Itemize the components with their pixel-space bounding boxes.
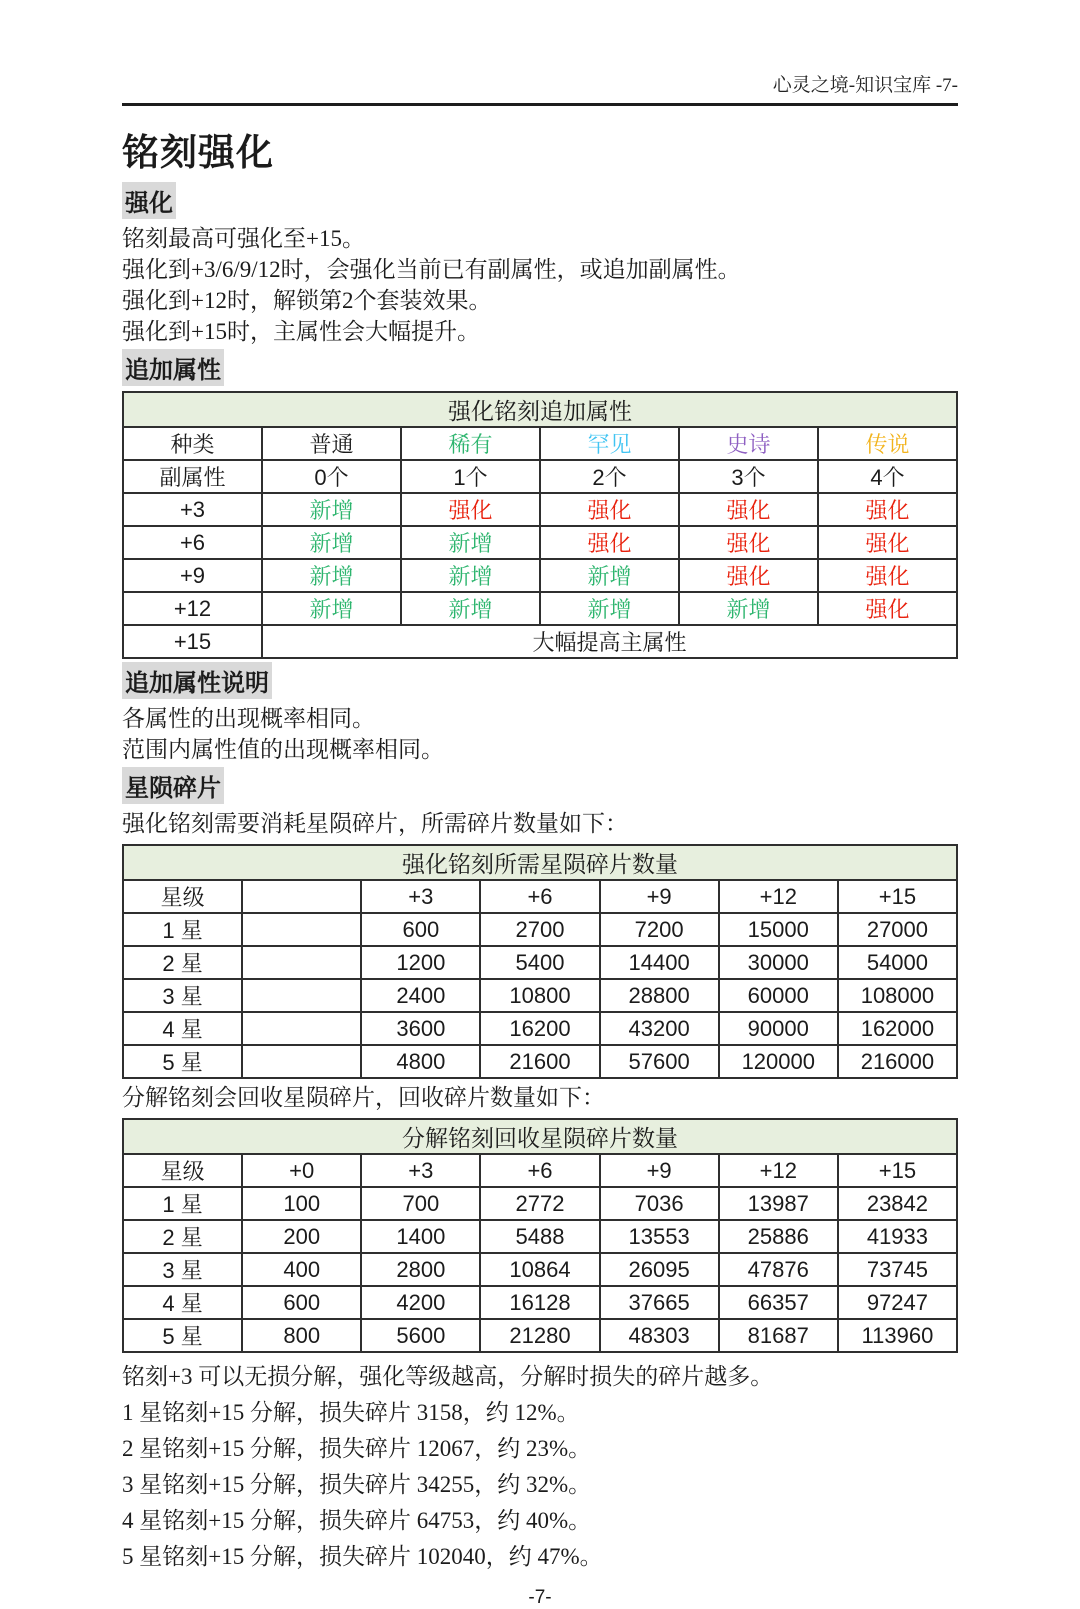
table-cell: 162000 [838,1012,957,1045]
table-row [123,946,957,979]
table-cell: 新增 [540,559,679,592]
table-cell [242,979,361,1012]
page-number: -7- [528,1587,552,1608]
table-cell: 108000 [838,979,957,1012]
table-cell: 新增 [401,592,540,625]
table-cell: +3 [361,1154,480,1187]
table-cell: 星级 [123,1154,242,1187]
table-cell: 新增 [679,592,818,625]
extra-attr-note-paragraphs [122,703,958,765]
table-cell: +12 [719,1154,838,1187]
section-shards [122,767,958,804]
table-cell: 600 [361,913,480,946]
table-cell: 强化 [818,493,957,526]
table-cell: 26095 [600,1253,719,1286]
table-cell: 5 星 [123,1045,242,1078]
table-cell: 60000 [719,979,838,1012]
table-cell: 2个 [540,460,679,493]
table-cell: +15 [838,1154,957,1187]
table-cell: 5600 [361,1319,480,1352]
table-cell: +6 [480,1154,599,1187]
text-line: 强化到+3/6/9/12时，会强化当前已有副属性，或追加副属性。 [122,257,741,282]
table-cell: 16200 [480,1012,599,1045]
table-cell: 7200 [600,913,719,946]
table-cell: 28800 [600,979,719,1012]
text-line: 5 星铭刻+15 分解，损失碎片 102040，约 47%。 [122,1544,603,1569]
table-cell: 73745 [838,1253,957,1286]
table-cell: 216000 [838,1045,957,1078]
table-cell: 强化 [401,493,540,526]
table-cell: 120000 [719,1045,838,1078]
table-cell: 新增 [262,526,401,559]
table-cell: 54000 [838,946,957,979]
table-cell: +3 [123,493,262,526]
table-cell: 2772 [480,1187,599,1220]
table-cell: 2700 [480,913,599,946]
table-row [123,1154,957,1187]
table-cell [242,913,361,946]
table-cell: 稀有 [401,427,540,460]
table-cell: 种类 [123,427,262,460]
table-row [123,559,957,592]
table-cell: 星级 [123,880,242,913]
text-line: 4 星铭刻+15 分解，损失碎片 64753，约 40%。 [122,1508,592,1533]
table-cell: 强化 [818,559,957,592]
table-row [123,1286,957,1319]
table-cell: 7036 [600,1187,719,1220]
text-line: 强化到+15时，主属性会大幅提升。 [122,319,480,344]
table-row [123,427,957,460]
table-cell: 43200 [600,1012,719,1045]
table-cell: 3个 [679,460,818,493]
table-cell: 强化 [679,493,818,526]
table-cell: 10864 [480,1253,599,1286]
table-cell: 强化 [679,526,818,559]
table-cell: +6 [123,526,262,559]
table-cell: +15 [838,880,957,913]
table-cell: 传说 [818,427,957,460]
table-cell: +9 [600,880,719,913]
page-title: 铭刻强化 [122,133,274,174]
table-cell: 1 星 [123,913,242,946]
table-cell: 新增 [401,559,540,592]
table-cell: 5 星 [123,1319,242,1352]
table-cell: 13987 [719,1187,838,1220]
table-row [123,460,957,493]
section-heading-extra-attr: 追加属性 [122,349,224,386]
text-line: 铭刻+3 可以无损分解，强化等级越高，分解时损失的碎片越多。 [122,1364,774,1389]
table-cell: 41933 [838,1220,957,1253]
enhance-cost-table [122,844,958,1079]
table-cell: 90000 [719,1012,838,1045]
table-cell: 1个 [401,460,540,493]
table-cell: 4200 [361,1286,480,1319]
table-cell: 10800 [480,979,599,1012]
table-title: 强化铭刻所需星陨碎片数量 [123,845,957,880]
table-cell: 2400 [361,979,480,1012]
header-rule [122,103,958,106]
table-cell: +6 [480,880,599,913]
header-text: 心灵之境-知识宝库 -7- [772,75,958,96]
table-cell: 新增 [401,526,540,559]
table-cell: 新增 [540,592,679,625]
table-cell: 400 [242,1253,361,1286]
table-cell: 普通 [262,427,401,460]
table-cell [242,1045,361,1078]
table-cell [242,880,361,913]
table-cell: 3 星 [123,1253,242,1286]
table-row [123,1220,957,1253]
table-cell: 强化 [679,559,818,592]
table-cell: 2800 [361,1253,480,1286]
table-cell: 2 星 [123,946,242,979]
table-cell: 新增 [262,493,401,526]
table-cell: 4 星 [123,1012,242,1045]
table-cell: 57600 [600,1045,719,1078]
section-heading-enhance: 强化 [122,182,176,219]
text-line: 1 星铭刻+15 分解，损失碎片 3158，约 12%。 [122,1400,580,1425]
table-cell: 强化 [818,592,957,625]
table-cell: 113960 [838,1319,957,1352]
table-cell: 新增 [262,592,401,625]
table-row [123,880,957,913]
table-cell: 100 [242,1187,361,1220]
table-title: 强化铭刻追加属性 [123,392,957,427]
table-cell: 强化 [540,493,679,526]
text-line: 各属性的出现概率相同。 [122,706,375,731]
table-cell: 37665 [600,1286,719,1319]
section-heading-shards: 星陨碎片 [122,767,224,804]
table-cell: 强化 [818,526,957,559]
table-cell: 1400 [361,1220,480,1253]
table-cell: 新增 [262,559,401,592]
table-cell: +12 [719,880,838,913]
enhance-paragraphs [122,223,958,347]
section-enhance [122,182,958,219]
table-cell: 21280 [480,1319,599,1352]
table-cell: 1200 [361,946,480,979]
table-cell: +9 [123,559,262,592]
table-row [123,526,957,559]
table-cell: +3 [361,880,480,913]
table-title: 分解铭刻回收星陨碎片数量 [123,1119,957,1154]
section-heading-extra-attr-note: 追加属性说明 [122,662,272,699]
table-row [123,979,957,1012]
table-row [123,592,957,625]
table-cell: 1 星 [123,1187,242,1220]
page-header [122,0,958,97]
table-cell: 200 [242,1220,361,1253]
table-cell: 800 [242,1319,361,1352]
table-cell: 4 星 [123,1286,242,1319]
text-line: 范围内属性值的出现概率相同。 [122,737,444,762]
table-cell: 30000 [719,946,838,979]
table-cell: 5488 [480,1220,599,1253]
table-cell: 48303 [600,1319,719,1352]
shard-notes [122,1359,958,1575]
table-cell: 21600 [480,1045,599,1078]
table-cell [242,1012,361,1045]
table-cell: 5400 [480,946,599,979]
table-cell: +9 [600,1154,719,1187]
table-cell: 史诗 [679,427,818,460]
text-line: 3 星铭刻+15 分解，损失碎片 34255，约 32%。 [122,1472,592,1497]
table-cell: 副属性 [123,460,262,493]
table-cell: 23842 [838,1187,957,1220]
table-row [123,493,957,526]
section-extra-attr-note [122,662,958,699]
text-line: 强化到+12时，解锁第2个套装效果。 [122,288,492,313]
table-row [123,1253,957,1286]
table-cell: 15000 [719,913,838,946]
table-cell: +0 [242,1154,361,1187]
table-row [123,1187,957,1220]
table-cell: 13553 [600,1220,719,1253]
table-cell: 97247 [838,1286,957,1319]
table-cell: 4800 [361,1045,480,1078]
table-cell: 81687 [719,1319,838,1352]
table-cell: +12 [123,592,262,625]
table-cell: 25886 [719,1220,838,1253]
table-cell: 47876 [719,1253,838,1286]
table-cell: 4个 [818,460,957,493]
table-row [123,913,957,946]
extra-attr-table [122,391,958,659]
table-cell: 600 [242,1286,361,1319]
table-cell: 3600 [361,1012,480,1045]
table-cell: 27000 [838,913,957,946]
text-line: 2 星铭刻+15 分解，损失碎片 12067，约 23%。 [122,1436,592,1461]
text-line: 铭刻最高可强化至+15。 [122,226,365,251]
table-row [123,1319,957,1352]
table-row [123,1012,957,1045]
recycle-table [122,1118,958,1353]
table-cell: 14400 [600,946,719,979]
table-row [123,1045,957,1078]
table-cell: 16128 [480,1286,599,1319]
table-cell [242,946,361,979]
table-cell: 罕见 [540,427,679,460]
section-extra-attr [122,349,958,386]
table-cell: 66357 [719,1286,838,1319]
recycle-intro: 分解铭刻会回收星陨碎片，回收碎片数量如下： [122,1085,605,1110]
table-cell: 0个 [262,460,401,493]
page-content [122,0,958,1609]
table-cell: 3 星 [123,979,242,1012]
shards-intro: 强化铭刻需要消耗星陨碎片，所需碎片数量如下： [122,811,628,836]
table-row [123,625,957,658]
table-cell: 2 星 [123,1220,242,1253]
table-cell: 强化 [540,526,679,559]
table-cell: 大幅提高主属性 [262,625,957,658]
table-cell: +15 [123,625,262,658]
table-cell: 700 [361,1187,480,1220]
